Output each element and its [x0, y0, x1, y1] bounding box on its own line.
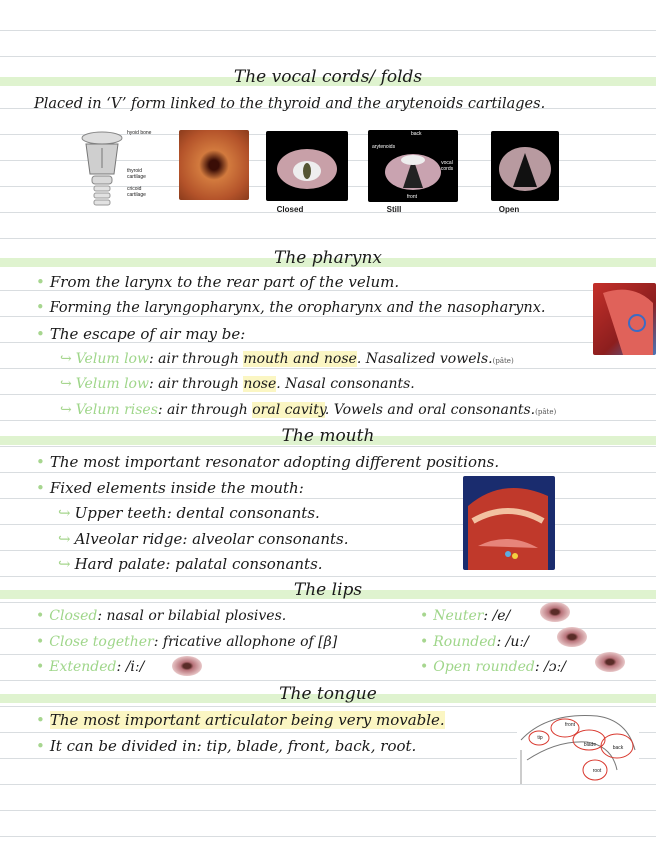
bullet-dot: •: [36, 453, 45, 471]
pharynx-bullet: [36, 325, 245, 343]
bullet-dot: •: [36, 300, 45, 316]
bullet-text: Forming the laryngopharynx, the oropharynx and the nasopharynx.: [49, 300, 546, 316]
bullet-dot: •: [36, 608, 45, 624]
tongue-bullet: [36, 737, 416, 755]
tongue-title: The tongue: [279, 684, 377, 704]
bullet-text: From the larynx to the rear part of the velum.: [49, 273, 400, 291]
bullet-text: The most important articulator being very movable.: [49, 711, 445, 729]
sub-note: (pâte): [492, 357, 514, 365]
tongue-front-label: front: [564, 722, 575, 728]
bullet-dot: •: [36, 711, 45, 729]
tongue-back-label: back: [612, 745, 624, 751]
vocal-folds-closed-photo: [266, 131, 348, 201]
sub-label: Velum low: [75, 351, 149, 367]
caption-open: Open: [498, 205, 520, 214]
lips-text: : /uː/: [496, 634, 529, 650]
arrow-icon: ↪: [60, 351, 72, 367]
vocal-folds-photo: [179, 130, 249, 200]
bullet-text: The escape of air may be:: [49, 325, 246, 343]
sub-text: : air through: [148, 351, 244, 367]
mouth-bullet: [36, 453, 499, 471]
sub-note: (pâte): [535, 408, 557, 416]
thyroid-label: thyroid cartilage: [127, 168, 146, 180]
sub-text: : air through: [157, 402, 253, 418]
vocal-subtitle: Placed in ‘V’ form linked to the thyroid and the arytenoids cartilages.: [34, 96, 546, 112]
tongue-blade-label: blade: [583, 742, 597, 748]
arrow-icon: ↪: [60, 376, 72, 392]
sub-text: . Nasal consonants.: [276, 376, 415, 392]
lips-label: Close together: [49, 634, 154, 650]
sub-text: . Vowels and oral consonants.: [324, 402, 536, 418]
bullet-text: It can be divided in: tip, blade, front, back, root.: [49, 737, 417, 755]
sub-label: Velum low: [75, 376, 149, 392]
sub-text: Alveolar ridge: alveolar consonants.: [74, 530, 349, 548]
lips-item: [420, 633, 529, 651]
tongue-bullet: [36, 711, 445, 729]
bullet-dot: •: [420, 608, 429, 624]
lips-item: [36, 633, 337, 651]
mouth-diagram: [463, 476, 555, 570]
mouth-bullet: [36, 479, 304, 497]
still-front-label: front: [407, 194, 418, 200]
bullet-dot: •: [36, 273, 45, 291]
lips-item: [36, 607, 286, 625]
bullet-dot: •: [420, 634, 429, 650]
still-back-label: back: [411, 131, 422, 137]
pharynx-sub-item: [60, 401, 556, 421]
pharynx-sub-item: [60, 375, 415, 393]
lips-text: : /iː/: [116, 659, 145, 675]
sub-text: : air through: [148, 376, 244, 392]
arrow-icon: ↪: [58, 504, 71, 522]
sub-highlight: mouth and nose: [243, 351, 357, 367]
sub-highlight: oral cavity: [252, 402, 325, 418]
caption-closed: Closed: [276, 205, 304, 214]
sub-text: Hard palate: palatal consonants.: [74, 555, 323, 573]
lips-item: [420, 658, 566, 676]
tongue-tip-label: tip: [537, 735, 543, 741]
hyoid-label: hyoid bone: [127, 130, 152, 136]
lips-rounded-photo: [557, 627, 587, 647]
caption-still: Still: [386, 205, 402, 214]
lips-item: [36, 658, 144, 676]
pharynx-bullet: [36, 273, 399, 291]
vocal-title: The vocal cords/ folds: [233, 67, 423, 87]
arrow-icon: ↪: [58, 530, 71, 548]
sub-text: . Nasalized vowels.: [356, 351, 493, 367]
cricoid-label: cricoid cartilage: [127, 186, 146, 198]
bullet-dot: •: [36, 634, 45, 650]
arrow-icon: ↪: [60, 402, 72, 418]
lips-text: : /ɔː/: [534, 659, 566, 675]
lips-text: : /e/: [483, 608, 511, 624]
lips-neuter-photo: [540, 602, 570, 622]
bullet-dot: •: [36, 325, 45, 343]
lips-label: Rounded: [433, 634, 497, 650]
lips-extended-photo: [172, 656, 202, 676]
sub-label: Velum rises: [75, 402, 158, 418]
pharynx-bullet: [36, 299, 546, 317]
bullet-dot: •: [36, 737, 45, 755]
pharynx-title: The pharynx: [274, 248, 382, 268]
mouth-sub-item: [58, 504, 320, 522]
tongue-root-label: root: [592, 768, 602, 774]
mouth-sub-item: [58, 555, 323, 573]
bullet-dot: •: [36, 659, 45, 675]
pharynx-diagram: [593, 283, 656, 355]
lips-title: The lips: [293, 580, 363, 600]
lips-text: : nasal or bilabial plosives.: [97, 608, 287, 624]
lips-open-rounded-photo: [595, 652, 625, 672]
bullet-text: Fixed elements inside the mouth:: [49, 479, 304, 497]
vocal-folds-open-photo: [491, 131, 559, 201]
still-vocal-cords-label: vocal cords: [440, 160, 454, 172]
arrow-icon: ↪: [58, 555, 71, 573]
bullet-text: The most important resonator adopting different positions.: [49, 453, 500, 471]
sub-text: Upper teeth: dental consonants.: [74, 504, 320, 522]
lips-label: Open rounded: [433, 659, 535, 675]
pharynx-sub-item: [60, 350, 514, 370]
lips-label: Extended: [49, 659, 117, 675]
lips-label: Neuter: [433, 608, 484, 624]
larynx-diagram: [78, 128, 126, 208]
mouth-title: The mouth: [281, 426, 375, 446]
bullet-dot: •: [36, 479, 45, 497]
lips-label: Closed: [49, 608, 98, 624]
bullet-dot: •: [420, 659, 429, 675]
still-arytenoids-label: arytenoids: [372, 144, 396, 150]
lips-item: [420, 607, 510, 625]
lips-text: : fricative allophone of [β]: [153, 634, 338, 650]
sub-highlight: nose: [243, 376, 277, 392]
mouth-sub-item: [58, 530, 349, 548]
